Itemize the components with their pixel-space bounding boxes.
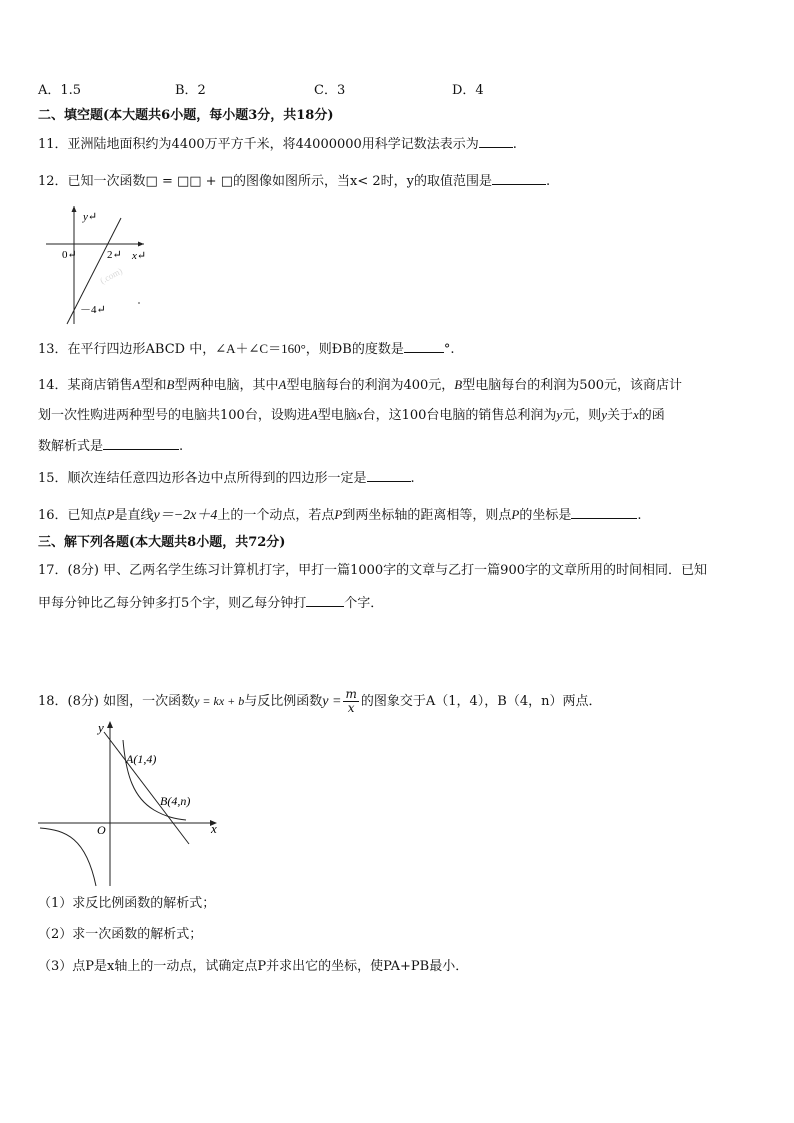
q14-var-a: A — [309, 407, 318, 422]
q18-point-a-label: A(1,4) — [126, 752, 157, 766]
q14-text: 台，这100台电脑的销售总利润为 — [362, 408, 557, 423]
choice-d: D．4 — [452, 83, 484, 98]
q14-text: 数解析式是 — [38, 439, 104, 454]
q18-text: 与反比例函数 — [244, 694, 323, 709]
q13-answer-blank — [404, 339, 444, 353]
q18-linear-line — [104, 732, 189, 844]
q12-x-arrow-icon — [138, 242, 144, 247]
q12-y-arrow-icon — [72, 206, 77, 212]
question-14-line-3: 数解析式是 . — [38, 436, 183, 456]
q14-var-x: x — [356, 407, 363, 422]
q18-subquestion-2: （2）求一次函数的解析式； — [38, 927, 203, 942]
q18-y-label: y — [98, 720, 104, 735]
q18-point-b-label: B(4,n) — [160, 794, 191, 808]
q14-text: 14．某商店销售 — [38, 378, 133, 393]
q12-minus4-label: －4↵ — [80, 304, 106, 316]
q14-text: 型两种电脑，其中 — [174, 378, 279, 393]
q11-text: 11．亚洲陆地面积约为4400万平方千米，将44000000用科学记数法表示为 — [38, 137, 479, 152]
q18-inverse-equation-lhs: y = — [322, 694, 342, 709]
q14-var-a: A — [278, 377, 287, 392]
q12-formula: □ = □□ + □ — [145, 174, 233, 189]
q14-text: 型电脑每台的利润为500元，该商店计 — [462, 378, 683, 393]
q15-answer-blank — [367, 468, 411, 482]
q18-function-graph — [36, 716, 226, 888]
q16-text: 16．已知点 — [38, 508, 107, 523]
q18-x-label: x — [211, 821, 217, 836]
q17-text: 个字． — [344, 596, 384, 611]
q18-subquestion-1: （1）求反比例函数的解析式； — [38, 896, 216, 911]
choice-b: B．2 — [175, 83, 206, 98]
question-14-line-1 — [38, 376, 682, 395]
q12-two-label: 2↵ — [107, 249, 122, 261]
question-18 — [38, 681, 602, 721]
q16-equation: y＝−2x＋4 — [153, 508, 218, 523]
q12-linear-graph — [40, 198, 160, 330]
q16-var-p: P — [334, 507, 343, 522]
q18-hyperbola-branch-2 — [40, 828, 96, 886]
q14-text: 型电脑 — [317, 408, 357, 423]
q11-answer-blank — [479, 134, 513, 148]
q18-y-arrow-icon — [107, 721, 113, 728]
q14-text: 元，则 — [562, 408, 602, 423]
q16-text: 的坐标是 — [519, 508, 572, 523]
q13-mid: ，则ÐB的度数是 — [305, 342, 404, 357]
q14-var-a: A — [132, 377, 141, 392]
q13-pre: 13．在平行四边形ABCD 中， — [38, 342, 216, 357]
q14-text: 的函 — [638, 408, 665, 423]
q14-text: 划一次性购进两种型号的电脑共100台，设购进 — [38, 408, 310, 423]
q18-text: 18．(8分) 如图，一次函数 — [38, 694, 195, 709]
q14-text: 型和 — [140, 378, 167, 393]
q14-var-b: B — [166, 377, 175, 392]
q13-angles: ∠A＋∠C＝160° — [215, 341, 306, 356]
q12-y-label: y↵ — [83, 211, 98, 223]
q18-fraction-numerator: m — [345, 687, 357, 701]
q14-var-b: B — [454, 377, 463, 392]
q14-answer-blank — [103, 436, 179, 450]
q14-text: 关于 — [606, 408, 633, 423]
q18-fraction-denominator: x — [347, 701, 355, 715]
section-3-heading: 三、解下列各题(本大题共8小题，共72分) — [38, 535, 286, 550]
q16-answer-blank — [571, 505, 637, 519]
q18-subquestion-3: （3）点P是x轴上的一动点，试确定点P并求出它的坐标，使PA+PB最小． — [38, 959, 469, 974]
section-2-heading: 二、填空题(本大题共6小题，每小题3分，共18分) — [38, 108, 334, 123]
q18-fraction — [343, 688, 358, 715]
question-13 — [38, 339, 454, 359]
q14-var-y: y — [601, 407, 607, 422]
q12-pre: 12．已知一次函数 — [38, 174, 146, 189]
q12-origin-label: 0↵ — [62, 249, 77, 261]
question-17-line-1: 17．(8分) 甲、乙两名学生练习计算机打字，甲打一篇1000字的文章与乙打一篇900字的文章所用的时间相同．已知 — [38, 563, 707, 578]
q18-linear-equation: y = kx + b — [194, 694, 245, 708]
q15-text: 15．顺次连结任意四边形各边中点所得到的四边形一定是 — [38, 471, 367, 486]
q12-x-label: x↵ — [132, 250, 147, 262]
question-11: 11．亚洲陆地面积约为4400万平方千米，将44000000用科学记数法表示为 . — [38, 134, 517, 154]
q16-text: 到两坐标轴的距离相等，则点 — [342, 508, 512, 523]
choice-c: C．3 — [314, 83, 346, 98]
question-15: 15．顺次连结任意四边形各边中点所得到的四边形一定是 . — [38, 468, 415, 488]
watermark: (.com) — [98, 265, 124, 286]
question-14-line-2 — [38, 406, 665, 425]
q12-answer-blank — [492, 171, 546, 185]
q18-origin-label: O — [97, 823, 106, 837]
q13-post: °. — [443, 342, 455, 357]
choice-a: A．1.5 — [38, 83, 82, 98]
q16-var-p: P — [511, 507, 520, 522]
q16-var-p: P — [106, 507, 115, 522]
q12-post: 的图像如图所示，当x< 2时，y的取值范围是 — [233, 174, 492, 189]
q17-answer-blank — [306, 593, 344, 607]
q18-text: 的图象交于A（1，4），B（4，n）两点． — [360, 694, 602, 709]
question-17-line-2 — [38, 593, 383, 613]
q14-var-x: x — [633, 407, 639, 422]
question-12: 12．已知一次函数□ = □□ + □的图像如图所示，当x< 2时，y的取值范围是 . — [38, 171, 550, 191]
q17-text: 甲每分钟比乙每分钟多打5个字，则乙每分钟打 — [38, 596, 307, 611]
q16-text: 上的一个动点，若点 — [217, 508, 335, 523]
q14-text: 型电脑每台的利润为400元， — [286, 378, 455, 393]
q16-text: 是直线 — [114, 508, 154, 523]
q14-var-y: y — [556, 407, 563, 422]
question-16: 16．已知点P是直线y＝−2x＋4上的一个动点，若点P到两坐标轴的距离相等，则点P的坐标是 . — [38, 507, 642, 523]
